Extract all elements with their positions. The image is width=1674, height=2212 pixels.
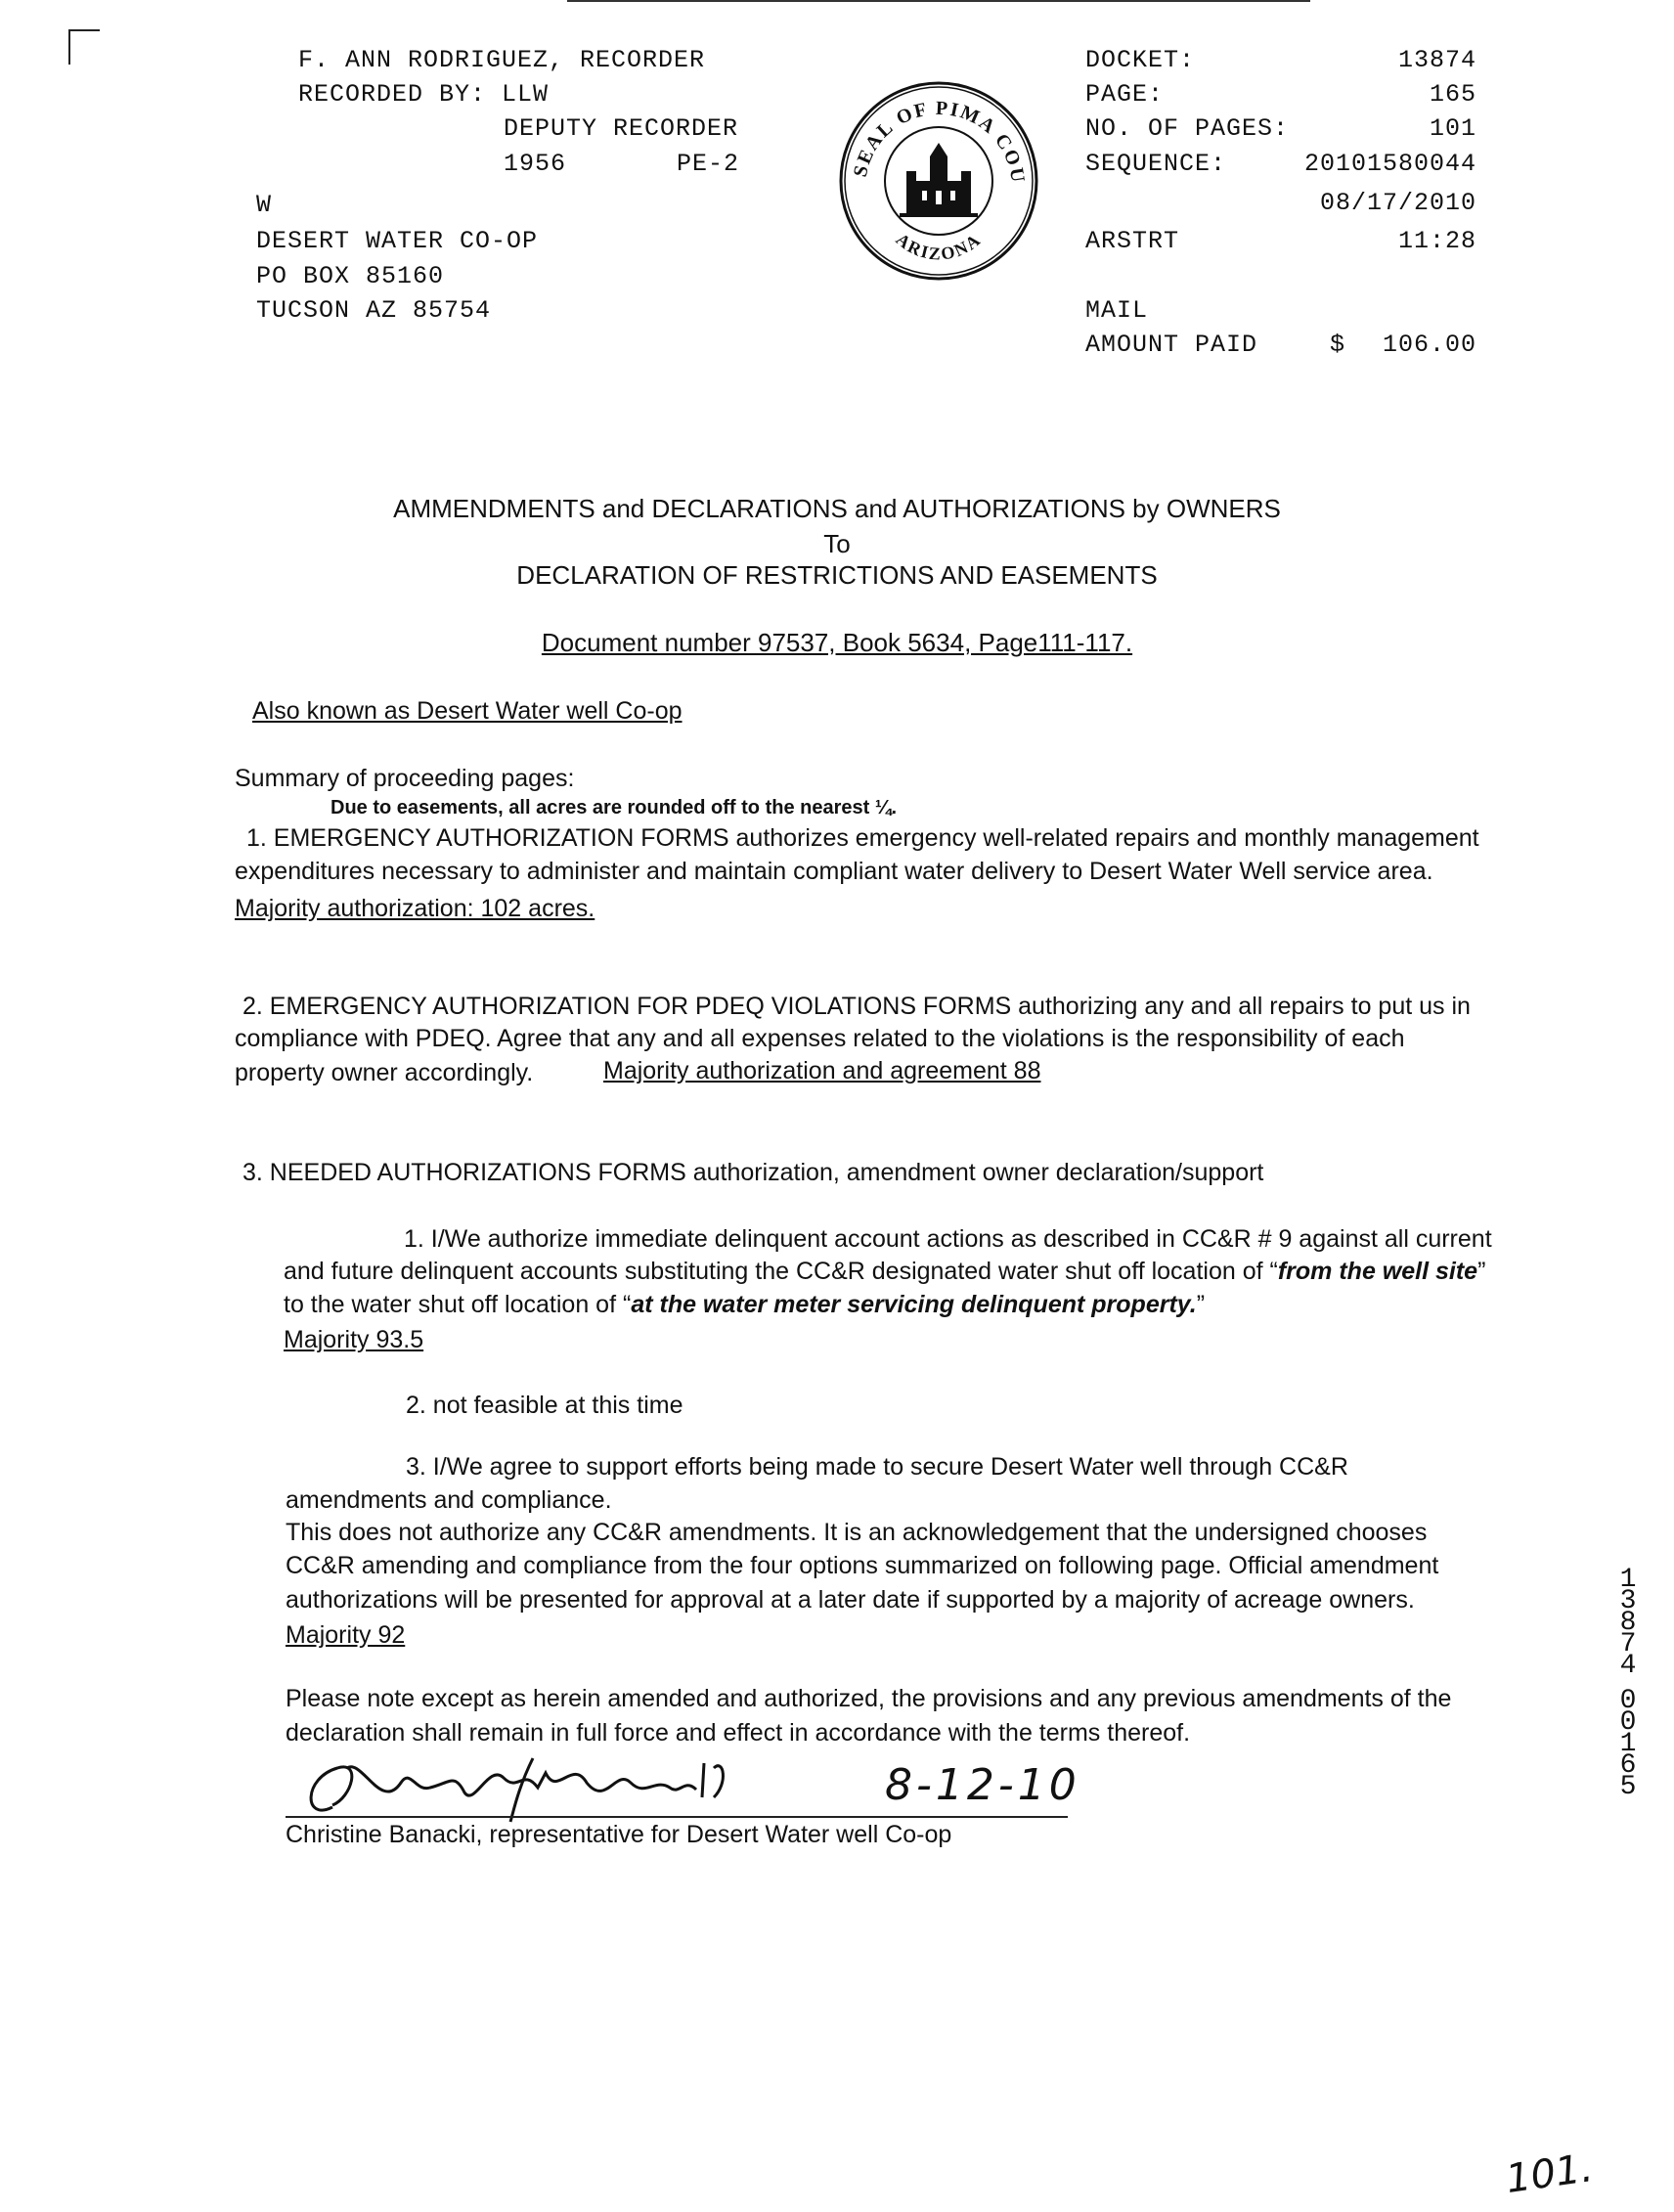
signer-caption: Christine Banacki, representative for Desert Water well Co-op xyxy=(286,1821,952,1848)
item2-majority: Majority authorization and agreement 88 xyxy=(603,1057,1041,1084)
item3-sub3-majority: Majority 92 xyxy=(286,1621,406,1649)
item1-line2: expenditures necessary to administer and maintain compliant water delivery to Desert Water Well service area. xyxy=(235,858,1433,885)
summary-note: Due to easements, all acres are rounded off to the nearest ¼. xyxy=(330,797,898,818)
heading-line-2: To xyxy=(823,529,851,558)
recorder-name: F. ANN RODRIGUEZ, RECORDER xyxy=(298,46,706,74)
mail-label: MAIL xyxy=(1085,296,1149,325)
recorder-code-2: PE-2 xyxy=(677,150,740,178)
svg-text:ARIZONA: ARIZONA xyxy=(892,229,986,264)
top-edge-line xyxy=(567,0,1310,2)
item3-sub1-line2: and future delinquent accounts substituting the CC&R designated water shut off location of “from the well site” xyxy=(284,1258,1486,1285)
w-marker: W xyxy=(256,191,273,219)
handwritten-page-mark: 101. xyxy=(1503,2146,1596,2202)
amount-currency: $ xyxy=(1330,331,1346,359)
item3-sub3-line5: authorizations will be presented for approval at a later date if supported by a majority of acreage owners. xyxy=(286,1586,1415,1614)
page-label: PAGE: xyxy=(1085,80,1165,109)
county-seal xyxy=(836,78,1041,284)
amount-label: AMOUNT PAID xyxy=(1085,331,1258,359)
sequence-value: 20101580044 xyxy=(1303,150,1476,178)
signature-line xyxy=(286,1816,1068,1818)
signature-scribble-icon xyxy=(293,1739,802,1827)
item3-sub3-line1: 3. I/We agree to support efforts being made to secure Desert Water well through CC&R xyxy=(406,1453,1348,1481)
pages-label: NO. OF PAGES: xyxy=(1085,114,1290,143)
handwritten-signature xyxy=(293,1739,802,1827)
addressee-line-2: PO BOX 85160 xyxy=(256,262,445,290)
item3-sub3-line2: amendments and compliance. xyxy=(286,1486,612,1514)
item3-sub3-line3: This does not authorize any CC&R amendments. It is an acknowledgement that the undersigned chooses xyxy=(286,1519,1428,1546)
page-value: 165 xyxy=(1429,80,1476,109)
recorded-by: RECORDED BY: LLW xyxy=(298,80,550,109)
item2-line3: property owner accordingly. xyxy=(235,1059,534,1086)
docket-label: DOCKET: xyxy=(1085,46,1196,74)
item1-majority: Majority authorization: 102 acres. xyxy=(235,895,595,922)
closing-line-1: Please note except as herein amended and authorized, the provisions and any previous amendments of the xyxy=(286,1685,1452,1712)
closing-line-2: declaration shall remain in full force and effect in accordance with the terms thereof. xyxy=(286,1719,1191,1747)
deputy-recorder: DEPUTY RECORDER xyxy=(504,114,739,143)
item3-sub1-line3: to the water shut off location of “at the water meter servicing delinquent property.” xyxy=(284,1291,1206,1318)
type-label: ARSTRT xyxy=(1085,227,1180,255)
also-known-as: Also known as Desert Water well Co-op xyxy=(252,697,683,725)
pima-county-seal-icon xyxy=(836,78,1041,284)
recorder-code-1: 1956 xyxy=(504,150,567,178)
item3-line1: 3. NEEDED AUTHORIZATIONS FORMS authorization, amendment owner declaration/support xyxy=(242,1159,1264,1186)
recording-date: 08/17/2010 xyxy=(1319,189,1476,217)
addressee-line-1: DESERT WATER CO-OP xyxy=(256,227,539,255)
item3-sub1-majority: Majority 93.5 xyxy=(284,1326,424,1353)
pages-value: 101 xyxy=(1429,114,1476,143)
signature-date: 8-12-10 xyxy=(885,1760,1080,1810)
item3-sub3-line4: CC&R amending and compliance from the four options summarized on following page. Official amendment xyxy=(286,1552,1439,1579)
item2-line1: 2. EMERGENCY AUTHORIZATION FOR PDEQ VIOLATIONS FORMS authorizing any and all repairs to put us in xyxy=(242,993,1471,1020)
heading-line-3: DECLARATION OF RESTRICTIONS AND EASEMENTS xyxy=(516,560,1158,590)
item1-line1: 1. EMERGENCY AUTHORIZATION FORMS authorizes emergency well-related repairs and monthly management xyxy=(246,824,1479,852)
docket-value: 13874 xyxy=(1397,46,1476,74)
sequence-label: SEQUENCE: xyxy=(1085,150,1227,178)
heading-line-1: AMMENDMENTS and DECLARATIONS and AUTHORIZATIONS by OWNERS xyxy=(393,494,1281,523)
recording-time: 11:28 xyxy=(1397,227,1476,255)
corner-mark xyxy=(68,29,100,65)
summary-title: Summary of proceeding pages: xyxy=(235,765,575,792)
vertical-docket-page-number: 1 3 8 7 4 0 0 1 6 5 xyxy=(1619,1565,1637,1802)
addressee-line-3: TUCSON AZ 85754 xyxy=(256,296,492,325)
amount-value: 106.00 xyxy=(1382,331,1476,359)
item3-sub2: 2. not feasible at this time xyxy=(406,1392,683,1419)
svg-text:THE SEAL OF PIMA COUNTY: SEAL OF PIMA COU xyxy=(849,97,1030,186)
document-reference: Document number 97537, Book 5634, Page111-117. xyxy=(541,628,1133,657)
item3-sub1-line1: 1. I/We authorize immediate delinquent account actions as described in CC&R # 9 against all current xyxy=(404,1225,1492,1253)
item2-line2: compliance with PDEQ. Agree that any and all expenses related to the violations is the responsibility of each xyxy=(235,1025,1405,1052)
